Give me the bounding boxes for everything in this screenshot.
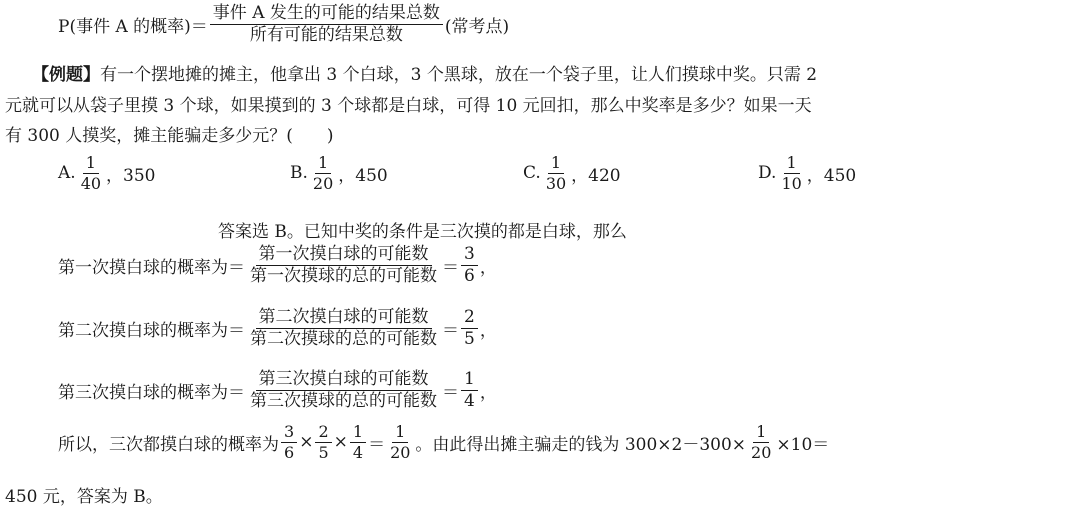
conclusion-fraction-5: $\frac{1}{20}$ <box>751 422 772 462</box>
conclusion-line-2: 450 元，答案为 B。 <box>5 487 163 507</box>
step-2-value-fraction: $\frac{2}{5}$ <box>461 308 478 349</box>
answer-intro: 答案选 B。已知中奖的条件是三次摸的都是白球，那么 <box>218 222 627 242</box>
formula-fraction <box>210 4 443 45</box>
step-3-value-fraction: $\frac{1}{4}$ <box>461 370 478 411</box>
conclusion-line-1: 所以，三次都摸白球的概率为 $\frac{3}{6}$ × $\frac{2}{5}$ × $\frac{1}{4}$ ＝ $\frac{1}{20}$ 。由此得出摊主骗走的钱为 300×2－300× $\frac{1}{20}$ ×10＝ <box>58 422 830 462</box>
conclusion-fraction-2: $\frac{2}{5}$ <box>315 423 331 462</box>
probability-formula <box>58 4 509 45</box>
option-a: A. $\frac{1}{40}$ ，350 <box>58 153 156 193</box>
example-tag: 【例题】 <box>32 65 100 85</box>
step-2: 第二次摸白球的概率为＝ $\frac{\text{第二次摸白球的可能数}}{\text{第二次摸球的总的可能数}}$ ＝ $\frac{2}{5}$ ， <box>58 307 497 350</box>
formula-numerator: 事件 A 发生的可能的结果总数 <box>210 4 443 25</box>
step-3: 第三次摸白球的概率为＝ $\frac{\text{第三次摸白球的可能数}}{\text{第三次摸球的总的可能数}}$ ＝ $\frac{1}{4}$ ， <box>58 369 497 412</box>
step-1-value-fraction: $\frac{3}{6}$ <box>461 245 478 286</box>
step-1-word-fraction: $\frac{\text{第一次摸白球的可能数}}{\text{第一次摸球的总的可能数}}$ <box>250 244 437 287</box>
formula-denominator: 所有可能的结果总数 <box>249 25 403 46</box>
conclusion-fraction-4: $\frac{1}{20}$ <box>390 422 411 462</box>
option-d-fraction: $\frac{1}{10}$ <box>781 153 802 193</box>
formula-note: (常考点) <box>444 17 510 38</box>
option-c: C. $\frac{1}{30}$ ，420 <box>523 153 621 193</box>
option-d: D. $\frac{1}{10}$ ，450 <box>758 153 857 193</box>
step-1: 第一次摸白球的概率为＝ $\frac{\text{第一次摸白球的可能数}}{\text{第一次摸球的总的可能数}}$ ＝ $\frac{3}{6}$ ， <box>58 244 497 287</box>
option-b-fraction: $\frac{1}{20}$ <box>312 153 334 193</box>
option-c-fraction: $\frac{1}{30}$ <box>545 153 567 193</box>
step-2-word-fraction: $\frac{\text{第二次摸白球的可能数}}{\text{第二次摸球的总的可能数}}$ <box>250 307 437 350</box>
formula-lhs: P(事件 A 的概率)＝ <box>58 17 208 38</box>
step-3-word-fraction: $\frac{\text{第三次摸白球的可能数}}{\text{第三次摸球的总的可能数}}$ <box>250 369 437 412</box>
conclusion-fraction-3: $\frac{1}{4}$ <box>350 423 366 462</box>
example-line-2: 元就可以从袋子里摸 3 个球，如果摸到的 3 个球都是白球，可得 10 元回扣，那么中奖率是多少？如果一天 <box>5 96 812 116</box>
option-a-fraction: $\frac{1}{40}$ <box>80 153 102 193</box>
example-line-1: 【例题】 有一个摆地摊的摊主，他拿出 3 个白球，3 个黑球，放在一个袋子里，让人们摸球中奖。只需 2 <box>32 60 817 85</box>
conclusion-fraction-1: $\frac{3}{6}$ <box>281 423 297 462</box>
example-line-3: 有 300 人摸奖，摊主能骗走多少元？( ) <box>5 126 334 146</box>
option-b: B. $\frac{1}{20}$ ，450 <box>290 153 388 193</box>
